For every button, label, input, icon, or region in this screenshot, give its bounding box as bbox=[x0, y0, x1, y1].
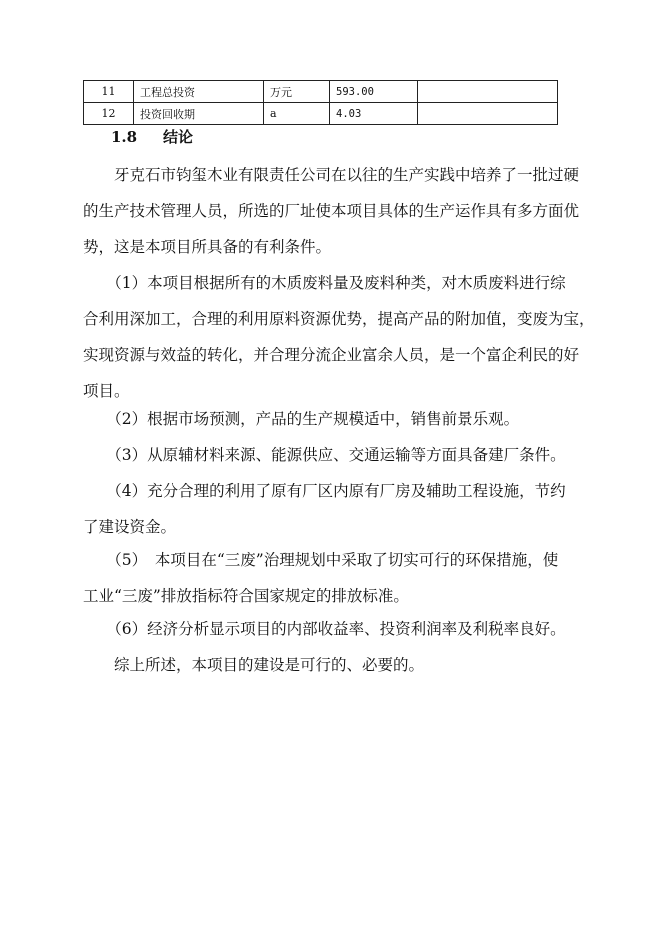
row-unit: 万元 bbox=[264, 81, 330, 103]
row-note bbox=[418, 103, 558, 125]
text-line: 势，这是本项目所具备的有利条件。 bbox=[83, 238, 332, 256]
paragraph-intro bbox=[83, 157, 583, 265]
paragraph-point-4 bbox=[83, 473, 583, 545]
paragraph-point-1 bbox=[83, 265, 595, 409]
text-line: 合利用深加工，合理的利用原料资源优势，提高产品的附加值，变废为宝， bbox=[83, 310, 595, 328]
text-line: 的生产技术管理人员，所选的厂址使本项目具体的生产运作具有多方面优 bbox=[83, 202, 580, 220]
section-heading bbox=[111, 126, 193, 147]
table-row bbox=[84, 81, 558, 103]
text-line: （6）经济分析显示项目的内部收益率、投资利润率及利税率良好。 bbox=[83, 620, 566, 638]
row-unit: a bbox=[264, 103, 330, 125]
text-line: （5） 本项目在“三废”治理规划中采取了切实可行的环保措施，使 bbox=[83, 551, 559, 569]
row-value: 593.00 bbox=[330, 81, 418, 103]
text-line: （3）从原辅材料来源、能源供应、交通运输等方面具备建厂条件。 bbox=[83, 446, 566, 464]
paragraph-point-6 bbox=[83, 611, 583, 647]
text-line: 工业“三废”排放指标符合国家规定的排放标准。 bbox=[83, 587, 409, 605]
paragraph-point-5 bbox=[83, 542, 583, 614]
row-item: 投资回收期 bbox=[134, 103, 264, 125]
text-line: （1）本项目根据所有的木质废料量及废料种类，对木质废料进行综 bbox=[83, 274, 566, 292]
summary-table bbox=[83, 80, 558, 125]
row-item: 工程总投资 bbox=[134, 81, 264, 103]
text-line: 了建设资金。 bbox=[83, 518, 177, 536]
row-number: 12 bbox=[84, 103, 134, 125]
text-line: （4）充分合理的利用了原有厂区内原有厂房及辅助工程设施，节约 bbox=[83, 482, 566, 500]
section-title: 结论 bbox=[163, 128, 194, 146]
text-line: 牙克石市钧玺木业有限责任公司在以往的生产实践中培养了一批过硬 bbox=[83, 166, 580, 184]
section-number: 1.8 bbox=[111, 128, 138, 146]
row-number: 11 bbox=[84, 81, 134, 103]
paragraph-point-3 bbox=[83, 437, 583, 473]
row-value: 4.03 bbox=[330, 103, 418, 125]
text-line: 项目。 bbox=[83, 382, 130, 400]
text-line: 实现资源与效益的转化，并合理分流企业富余人员，是一个富企利民的好 bbox=[83, 346, 580, 364]
text-line: （2）根据市场预测，产品的生产规模适中，销售前景乐观。 bbox=[83, 410, 520, 428]
text-line: 综上所述，本项目的建设是可行的、必要的。 bbox=[83, 656, 425, 674]
table-row bbox=[84, 103, 558, 125]
paragraph-conclusion bbox=[83, 647, 583, 683]
paragraph-point-2 bbox=[83, 401, 583, 437]
row-note bbox=[418, 81, 558, 103]
